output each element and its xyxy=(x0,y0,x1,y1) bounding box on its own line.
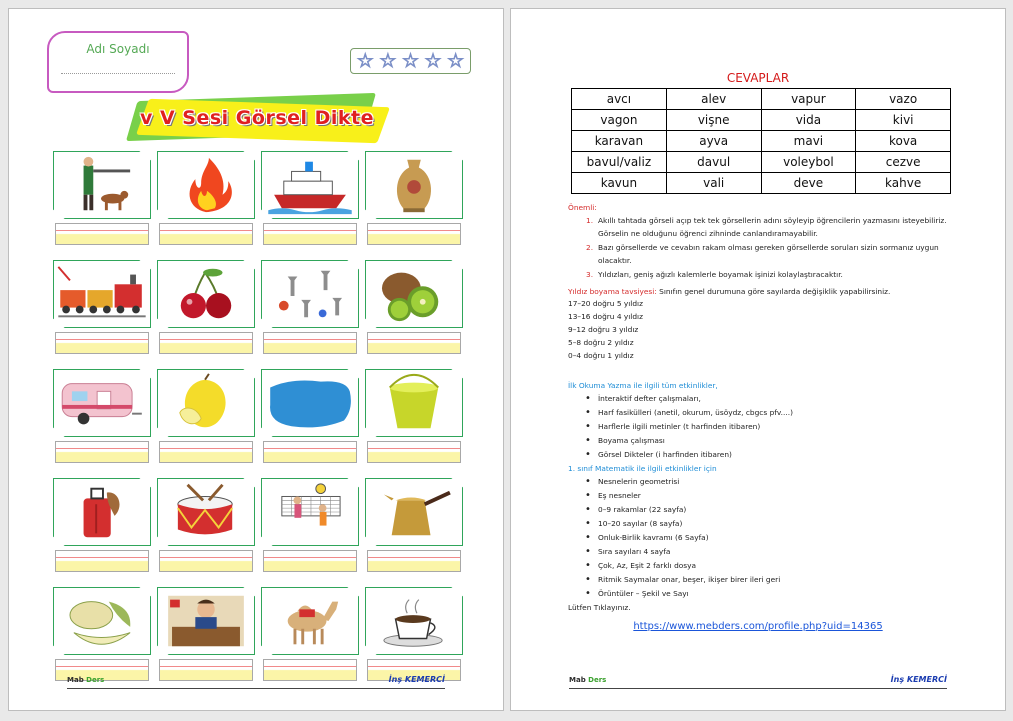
answer-cell: vali xyxy=(666,173,761,194)
star-icon: ☆ xyxy=(447,49,465,72)
worksheet-page xyxy=(8,8,504,711)
star-tier: 0–4 doğru 1 yıldız xyxy=(568,350,634,360)
list-item: • Harflerle ilgili metinler (t harfinden itibaren) xyxy=(568,420,948,434)
answer-line[interactable] xyxy=(263,550,357,572)
answer-cell: avcı xyxy=(572,89,667,110)
answer-cell: vida xyxy=(761,110,856,131)
answer-line[interactable] xyxy=(55,550,149,572)
kiwi-icon xyxy=(365,260,463,328)
answer-cell: vapur xyxy=(761,89,856,110)
ship-icon xyxy=(261,151,359,219)
answer-cell: davul xyxy=(666,152,761,173)
volleyball-icon xyxy=(261,478,359,546)
coffee-pot-icon xyxy=(365,478,463,546)
star-tier: 9–12 doğru 3 yıldız xyxy=(568,324,639,334)
star-tier: 17–20 doğru 5 yıldız xyxy=(568,299,643,309)
notes xyxy=(568,201,948,633)
table-row xyxy=(572,152,951,173)
footer xyxy=(67,675,445,689)
note-item: 3. Yıldızları, geniş ağızlı kalemlerle boyamak işinizi kolaylaştıracaktır. xyxy=(586,269,843,279)
train-icon xyxy=(53,260,151,328)
cherry-icon xyxy=(157,260,255,328)
closing-text: Lütfen Tıklayınız. xyxy=(568,602,631,612)
answer-line[interactable] xyxy=(367,332,461,354)
answer-line[interactable] xyxy=(159,659,253,681)
answer-line[interactable] xyxy=(159,441,253,463)
list-item: • Ritmik Saymalar onar, beşer, ikişer birer ileri geri xyxy=(568,573,948,587)
star-icon: ☆ xyxy=(379,49,397,72)
footer-logo: Mab Ders xyxy=(67,676,105,684)
answer-cell: kavun xyxy=(572,173,667,194)
footer-brand: İnş KEMERCİ xyxy=(388,675,445,684)
screws-icon xyxy=(261,260,359,328)
table-row xyxy=(572,110,951,131)
footer-logo: Mab Ders xyxy=(569,676,607,684)
title-banner xyxy=(127,95,387,145)
list-item: • Görsel Dikteler (i harfinden itibaren) xyxy=(568,448,948,462)
answer-line[interactable] xyxy=(159,332,253,354)
name-label: Adı Soyadı xyxy=(86,42,150,56)
caravan-icon xyxy=(53,369,151,437)
answer-cell: karavan xyxy=(572,131,667,152)
answer-cell: kahve xyxy=(856,173,951,194)
name-box xyxy=(47,31,189,93)
answer-line[interactable] xyxy=(263,223,357,245)
footer-brand: İnş KEMERCİ xyxy=(890,675,947,684)
answer-line[interactable] xyxy=(55,223,149,245)
vase-icon xyxy=(365,151,463,219)
answer-cell: kova xyxy=(856,131,951,152)
ioy-heading: İlk Okuma Yazma ile ilgili tüm etkinlikler, xyxy=(568,380,718,390)
answer-cell: cezve xyxy=(856,152,951,173)
governor-icon xyxy=(157,587,255,655)
star-rating xyxy=(350,48,471,74)
answer-cell: vagon xyxy=(572,110,667,131)
camel-icon xyxy=(261,587,359,655)
list-item: • Boyama çalışması xyxy=(568,434,948,448)
answer-cell: vazo xyxy=(856,89,951,110)
answer-line[interactable] xyxy=(159,550,253,572)
drum-icon xyxy=(157,478,255,546)
bucket-icon xyxy=(365,369,463,437)
answer-line[interactable] xyxy=(263,332,357,354)
answers-title: CEVAPLAR xyxy=(726,71,790,85)
suitcase-icon xyxy=(53,478,151,546)
answer-line[interactable] xyxy=(367,550,461,572)
answer-cell: voleybol xyxy=(761,152,856,173)
math-heading: 1. sınıf Matematik ile ilgili etkinlikler için xyxy=(568,463,717,473)
note-item: 2. Bazı görsellerde ve cevabın rakam olması gereken görsellerde soruları sizin sormanız uygun olacaktır. xyxy=(586,242,939,266)
answer-line[interactable] xyxy=(159,223,253,245)
name-line xyxy=(61,73,175,74)
melon-icon xyxy=(53,587,151,655)
hunter-icon xyxy=(53,151,151,219)
answer-cell: bavul/valiz xyxy=(572,152,667,173)
table-row xyxy=(572,131,951,152)
star-tier: 5–8 doğru 2 yıldız xyxy=(568,337,634,347)
answer-line[interactable] xyxy=(263,659,357,681)
answer-line[interactable] xyxy=(55,332,149,354)
star-tip: Yıldız boyama tavsiyesi: Sınıfın genel durumuna göre sayılarda değişiklik yapabilirsiniz. xyxy=(568,287,891,297)
list-item: • Nesnelerin geometrisi xyxy=(568,475,948,489)
answers-page xyxy=(510,8,1006,711)
answer-cell: kivi xyxy=(856,110,951,131)
star-tier: 13–16 doğru 4 yıldız xyxy=(568,311,643,321)
list-item: • Çok, Az, Eşit 2 farklı dosya xyxy=(568,559,948,573)
table-row xyxy=(572,89,951,110)
coffee-cup-icon xyxy=(365,587,463,655)
table-row xyxy=(572,173,951,194)
list-item: • 10–20 sayılar (8 sayfa) xyxy=(568,517,948,531)
answer-cell: mavi xyxy=(761,131,856,152)
quince-icon xyxy=(157,369,255,437)
list-item: • Örüntüler – Şekil ve Sayı xyxy=(568,587,948,601)
list-item: • 0–9 rakamlar (22 sayfa) xyxy=(568,503,948,517)
worksheet-title: v V Sesi Görsel Dikte xyxy=(139,107,375,129)
profile-link[interactable]: https://www.mebders.com/profile.php?uid=14365 xyxy=(633,620,883,632)
answer-cell: vişne xyxy=(666,110,761,131)
list-item: • Sıra sayıları 4 sayfa xyxy=(568,545,948,559)
list-item: • İnteraktif defter çalışmaları, xyxy=(568,392,948,406)
answer-cell: deve xyxy=(761,173,856,194)
list-item: • Onluk-Birlik kavramı (6 Sayfa) xyxy=(568,531,948,545)
answer-line[interactable] xyxy=(263,441,357,463)
answer-line[interactable] xyxy=(367,223,461,245)
notes-heading: Önemli: xyxy=(568,203,597,212)
footer xyxy=(569,675,947,689)
star-icon: ☆ xyxy=(401,49,419,72)
answer-line[interactable] xyxy=(367,441,461,463)
list-item: • Harf fasikülleri (anetil, okurum, üsöydz, cbgcs pfv....) xyxy=(568,406,948,420)
blue-paint-icon xyxy=(261,369,359,437)
answer-cell: alev xyxy=(666,89,761,110)
note-item: 1. Akıllı tahtada görseli açıp tek tek görsellerin adını söyleyip öğrencilerin yazmasını isteyebiliriz. Görselin ne olduğunu öğrenci zihninde canlandıramayabilir. xyxy=(586,216,947,239)
list-item: • Eş nesneler xyxy=(568,489,948,503)
answer-cell: ayva xyxy=(666,131,761,152)
star-icon: ☆ xyxy=(356,49,374,72)
star-icon: ☆ xyxy=(424,49,442,72)
answers-table xyxy=(571,88,951,194)
fire-icon xyxy=(157,151,255,219)
answer-line[interactable] xyxy=(55,441,149,463)
